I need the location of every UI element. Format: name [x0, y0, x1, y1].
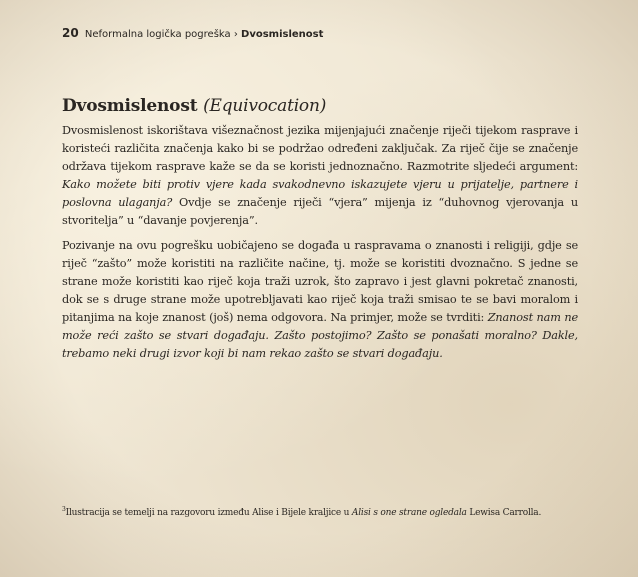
header-subsection: Dvosmislenost — [241, 29, 324, 40]
paragraph-1-example: Kako možete biti protiv vjere kada svakodnevno iskazujete vjeru u prijatelje, partnere i poslovna ulaganja? — [62, 178, 578, 209]
footnote-text: Ilustracija se temelji na razgovoru između Alise i Bijele kraljice u — [65, 508, 352, 518]
running-header — [62, 26, 323, 40]
paragraph-2 — [62, 237, 578, 363]
footnote-author: Lewisa Carrolla. — [466, 508, 542, 518]
header-separator: › — [233, 29, 238, 40]
footnote — [62, 506, 582, 518]
section-title — [62, 96, 578, 116]
paragraph-1-tail: Ovdje se značenje riječi “vjera” mijenja iz “duhovnog vjerovanja u stvoritelja” u “davanje povjerenja”. — [62, 196, 578, 227]
page-number: 20 — [62, 26, 79, 40]
section-title-main: Dvosmislenost — [62, 96, 198, 116]
main-content — [62, 96, 578, 370]
footnote-book-title: Alisi s one strane ogledala — [351, 508, 467, 518]
paragraph-2-example: Znanost nam ne može reći zašto se stvari događaju. Zašto postojimo? Zašto se ponašati moralno? Dakle, trebamo neki drugi izvor koji bi nam rekao zašto se stvari događaju. — [62, 311, 578, 360]
section-title-english: (Equivocation) — [203, 96, 327, 116]
paragraph-1-text: Dvosmislenost iskorištava višeznačnost jezika mijenjajući značenje riječi tijekom rasprave i koristeći različita značenja kako bi se podržao određeni zaključak. Za riječ čije se značenje održava tijekom rasprave kaže se da se koristi jednoznačno. Razmotrite sljedeći argument: — [62, 124, 578, 173]
paragraph-1 — [62, 122, 578, 230]
footnote-marker: 3 — [62, 506, 66, 513]
header-section: Neformalna logička pogreška — [84, 29, 231, 40]
paragraph-2-text: Pozivanje na ovu pogrešku uobičajeno se događa u raspravama o znanosti i religiji, gdje se riječ “zašto” može koristiti na različite načine, tj. može se koristiti dvoznačno. S jedne se strane može koristiti kao riječ koja traži uzrok, što zapravo i jest glavni pokretač znanosti, dok se s druge strane može upotrebljavati kao riječ koja traži smisao te se bavi moralom i pitanjima na koje znanost (još) nema odgovora. Na primjer, može se tvrditi: — [62, 239, 578, 324]
